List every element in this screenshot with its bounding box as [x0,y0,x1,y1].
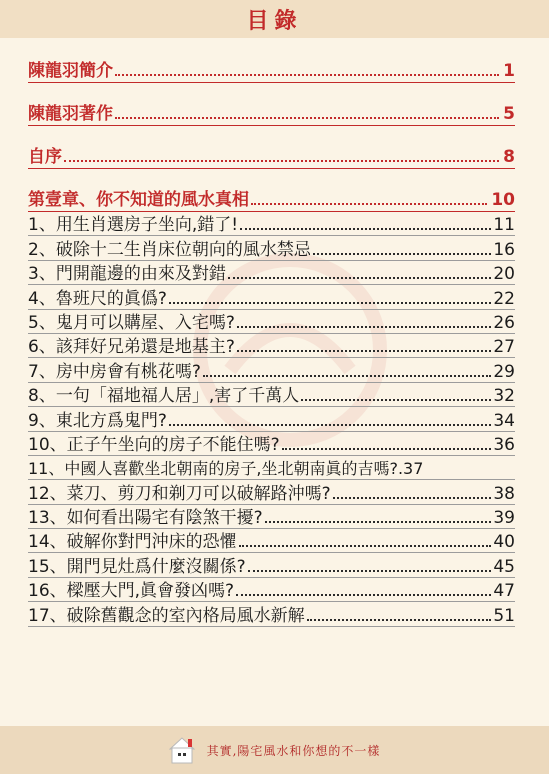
toc-item-page: 16 [493,239,515,260]
dot-leader [203,375,492,377]
toc-item-page: 11 [493,215,515,236]
toc-item-page: 20 [493,264,515,285]
toc-item-label: 4、魯班尺的眞僞? [28,288,167,309]
toc-item-label: 9、東北方爲鬼門? [28,410,167,431]
toc-item-page: 32 [493,386,515,407]
toc-item-page: .37 [397,459,424,479]
dot-leader [313,253,492,255]
toc-item-label: 6、該拜好兄弟還是地基主? [28,337,235,358]
toc-item[interactable] [28,383,515,407]
toc-item[interactable] [28,358,515,382]
toc-entry-chapter-1[interactable] [28,187,515,212]
toc-item-page: 38 [493,483,515,504]
dot-leader [265,521,492,523]
toc-item[interactable] [28,432,515,456]
footer-tagline: 其實,陽宅風水和你想的不一樣 [206,743,381,758]
toc-entry-label: 陳龍羽簡介 [28,61,113,81]
toc-item-page: 27 [493,337,515,358]
toc-item[interactable] [28,285,515,309]
toc-item[interactable] [28,529,515,553]
toc-entry-page: 8 [503,147,515,167]
page-footer [0,726,549,774]
toc-item-page: 29 [493,361,515,382]
dot-leader [333,497,492,499]
toc-item-page: 47 [493,581,515,602]
toc-item[interactable] [28,407,515,431]
toc-entry-label: 陳龍羽著作 [28,104,113,124]
toc-item-label: 15、開門見灶爲什麼沒關係? [28,556,246,577]
toc-item[interactable] [28,602,515,626]
page-title: 目錄 [246,7,303,34]
toc-entry-works[interactable] [28,101,515,126]
dot-leader [228,277,492,279]
dot-leader [282,448,492,450]
toc-item[interactable] [28,505,515,529]
page-header [0,0,549,38]
dot-leader [237,326,492,328]
toc-item-label: 1、用生肖選房子坐向,錯了! [28,215,239,236]
toc-entry-label: 自序 [28,147,62,167]
toc-item-label: 14、破解你對門沖床的恐懼 [28,532,237,553]
toc-item-page: 40 [493,532,515,553]
dot-leader [169,424,492,426]
dot-leader [64,160,499,162]
toc-item-label: 16、樑壓大門,眞會發凶嗎? [28,581,235,602]
toc-item[interactable] [28,578,515,602]
toc-item-label: 2、破除十二生肖床位朝向的風水禁忌 [28,239,311,260]
toc-item-label: 11、中國人喜歡坐北朝南的房子,坐北朝南眞的吉嗎? [28,459,398,479]
toc-item[interactable] [28,261,515,285]
toc-item[interactable] [28,310,515,334]
toc-item[interactable] [28,456,515,480]
toc-item-label: 13、如何看出陽宅有陰煞干擾? [28,508,263,529]
toc-item-label: 12、菜刀、剪刀和剃刀可以破解路沖嗎? [28,483,331,504]
toc-item-label: 7、房中房會有桃花嗎? [28,361,201,382]
dot-leader [115,117,499,119]
toc-item[interactable] [28,212,515,236]
toc-entry-preface[interactable] [28,144,515,169]
toc-item[interactable] [28,334,515,358]
dot-leader [236,594,491,596]
dot-leader [169,302,492,304]
dot-leader [115,74,499,76]
toc-entry-label: 第壹章、你不知道的風水真相 [28,190,249,210]
dot-leader [239,545,492,547]
dot-leader [237,350,492,352]
toc-item-page: 36 [493,434,515,455]
toc-entry-page: 10 [491,190,515,210]
dot-leader [251,203,487,205]
toc-entry-page: 5 [503,104,515,124]
toc-item-page: 22 [493,288,515,309]
toc-item-page: 45 [493,556,515,577]
toc-item-label: 17、破除舊觀念的室內格局風水新解 [28,605,305,626]
toc-item-page: 51 [493,605,515,626]
dot-leader [240,228,491,230]
house-icon [169,736,195,764]
toc-entry-intro[interactable] [28,58,515,83]
toc-item-label: 3、門開龍邊的由來及對錯 [28,264,226,285]
toc-item[interactable] [28,236,515,260]
table-of-contents [28,58,515,627]
dot-leader [248,570,492,572]
dot-leader [301,399,491,401]
toc-entry-page: 1 [503,61,515,81]
toc-item-page: 34 [493,410,515,431]
toc-item-label: 8、一句「福地福人居」,害了千萬人 [28,386,300,407]
toc-item-page: 26 [493,312,515,333]
toc-item[interactable] [28,480,515,504]
toc-item-page: 39 [493,508,515,529]
toc-item-label: 5、鬼月可以購屋、入宅嗎? [28,312,235,333]
toc-item-label: 10、正子午坐向的房子不能住嗎? [28,434,280,455]
toc-item[interactable] [28,553,515,577]
dot-leader [307,619,492,621]
